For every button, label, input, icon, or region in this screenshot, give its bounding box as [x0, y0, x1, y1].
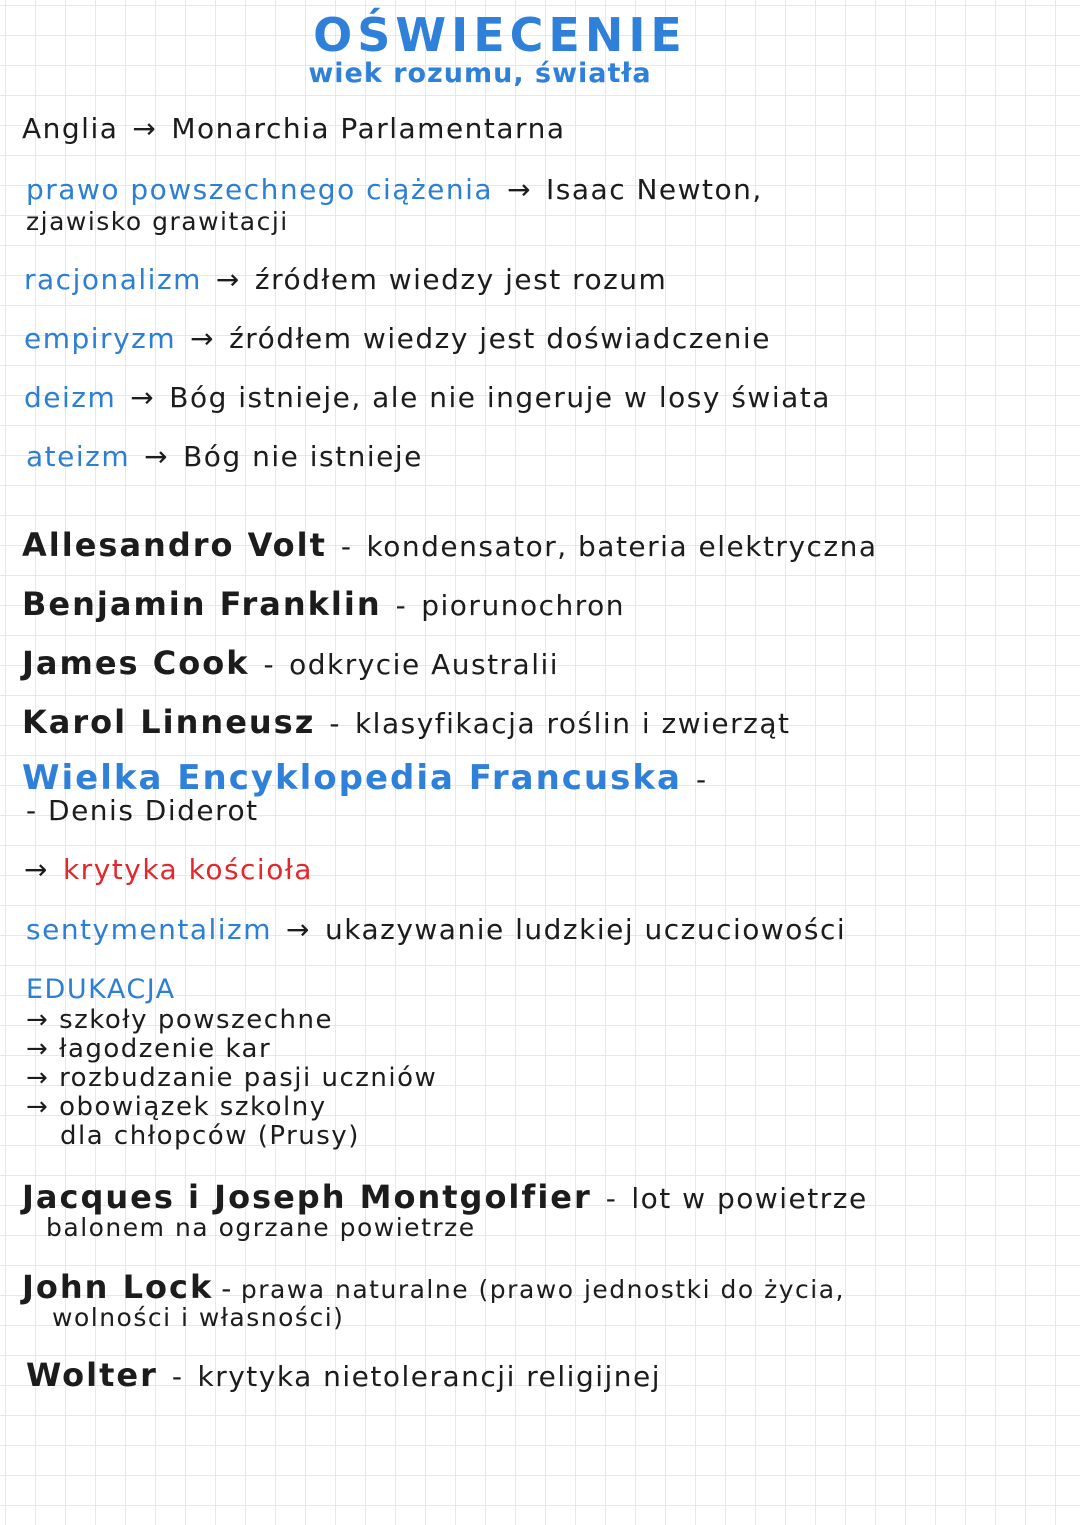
person-text: prawa naturalne (prawo jednostki do życia,: [240, 1275, 845, 1304]
person-text: piorunochron: [421, 589, 625, 622]
person-text: klasyfikacja roślin i zwierząt: [354, 707, 791, 740]
person-name: Allesandro Volt: [22, 526, 327, 564]
person-montgolfier: [22, 1178, 868, 1216]
definition-text: źródłem wiedzy jest rozum: [254, 263, 668, 296]
person-text: lot w powietrze: [631, 1182, 868, 1215]
person-linneusz: [22, 703, 790, 741]
arrow-icon: →: [144, 440, 170, 473]
list-item-continuation: dla chłopców (Prusy): [60, 1121, 360, 1151]
dash: -: [340, 530, 353, 563]
term: ateizm: [26, 440, 131, 473]
list-item: → obowiązek szkolny: [26, 1092, 327, 1122]
dash: -: [263, 648, 276, 681]
arrow-icon: →: [26, 1063, 50, 1093]
dash: -: [695, 763, 708, 796]
person-locke: [22, 1268, 845, 1306]
dash: -: [605, 1182, 618, 1215]
education-list: [26, 1006, 437, 1151]
person-franklin: [22, 585, 625, 623]
person-text: krytyka nietolerancji religijnej: [197, 1360, 662, 1393]
term: empiryzm: [24, 322, 177, 355]
arrow-icon: →: [26, 1005, 50, 1035]
definition-text: Monarchia Parlamentarna: [171, 112, 566, 145]
dash: -: [221, 1272, 233, 1305]
dash: -: [329, 707, 341, 740]
arrow-icon: →: [130, 381, 156, 414]
person-text: odkrycie Australii: [289, 648, 560, 681]
definition-text: Isaac Newton,: [546, 173, 763, 206]
term: Anglia: [22, 112, 119, 145]
encyclopedia: [22, 758, 722, 798]
definition-continuation: zjawisko grawitacji: [26, 207, 289, 236]
definition-anglia: [22, 112, 565, 145]
person-volt: [22, 526, 878, 564]
church-critique-text: krytyka kościoła: [62, 853, 313, 886]
arrow-icon: →: [215, 263, 241, 296]
arrow-icon: →: [24, 853, 49, 886]
arrow-icon: →: [26, 1034, 50, 1064]
arrow-icon: →: [132, 112, 158, 145]
person-wolter: [26, 1356, 661, 1394]
definition-deizm: [24, 381, 831, 414]
church-critique: [24, 853, 313, 886]
definition-text: źródłem wiedzy jest doświadczenie: [229, 322, 771, 355]
person-continuation: wolności i własności): [52, 1303, 345, 1332]
encyclopedia-author: - Denis Diderot: [26, 794, 259, 827]
list-item: → szkoły powszechne: [26, 1005, 333, 1035]
person-name: Benjamin Franklin: [22, 585, 382, 623]
person-name: Jacques i Joseph Montgolfier: [22, 1178, 592, 1216]
person-continuation: balonem na ogrzane powietrze: [46, 1213, 476, 1242]
arrow-icon: →: [507, 173, 533, 206]
page-title: OŚWIECENIE: [313, 8, 687, 62]
term: deizm: [24, 381, 117, 414]
definition-text: Bóg istnieje, ale nie ingeruje w losy świata: [169, 381, 831, 414]
person-name: Karol Linneusz: [22, 703, 316, 741]
list-item: → rozbudzanie pasji uczniów: [26, 1063, 438, 1093]
term: sentymentalizm: [26, 913, 273, 946]
person-text: kondensator, bateria elektryczna: [366, 530, 878, 563]
list-item: → łagodzenie kar: [26, 1034, 272, 1064]
definition-gravity: [26, 173, 763, 206]
education-heading: EDUKACJA: [26, 974, 176, 1005]
term: prawo powszechnego ciążenia: [26, 173, 494, 206]
dash: -: [395, 589, 408, 622]
person-name: John Lock: [22, 1268, 214, 1306]
term: racjonalizm: [24, 263, 202, 296]
definition-text: Bóg nie istnieje: [183, 440, 423, 473]
arrow-icon: →: [190, 322, 216, 355]
definition-ateizm: [26, 440, 423, 473]
page-subtitle: wiek rozumu, światła: [308, 58, 652, 89]
dash: -: [171, 1360, 184, 1393]
person-name: Wolter: [26, 1356, 158, 1394]
arrow-icon: →: [26, 1092, 50, 1122]
arrow-icon: →: [286, 913, 311, 946]
sentimentalism: [26, 913, 846, 946]
encyclopedia-title: Wielka Encyklopedia Francuska: [22, 758, 682, 798]
person-cook: [22, 644, 559, 682]
definition-empiryzm: [24, 322, 771, 355]
definition-racjonalizm: [24, 263, 667, 296]
definition-text: ukazywanie ludzkiej uczuciowości: [325, 913, 847, 946]
person-name: James Cook: [22, 644, 250, 682]
